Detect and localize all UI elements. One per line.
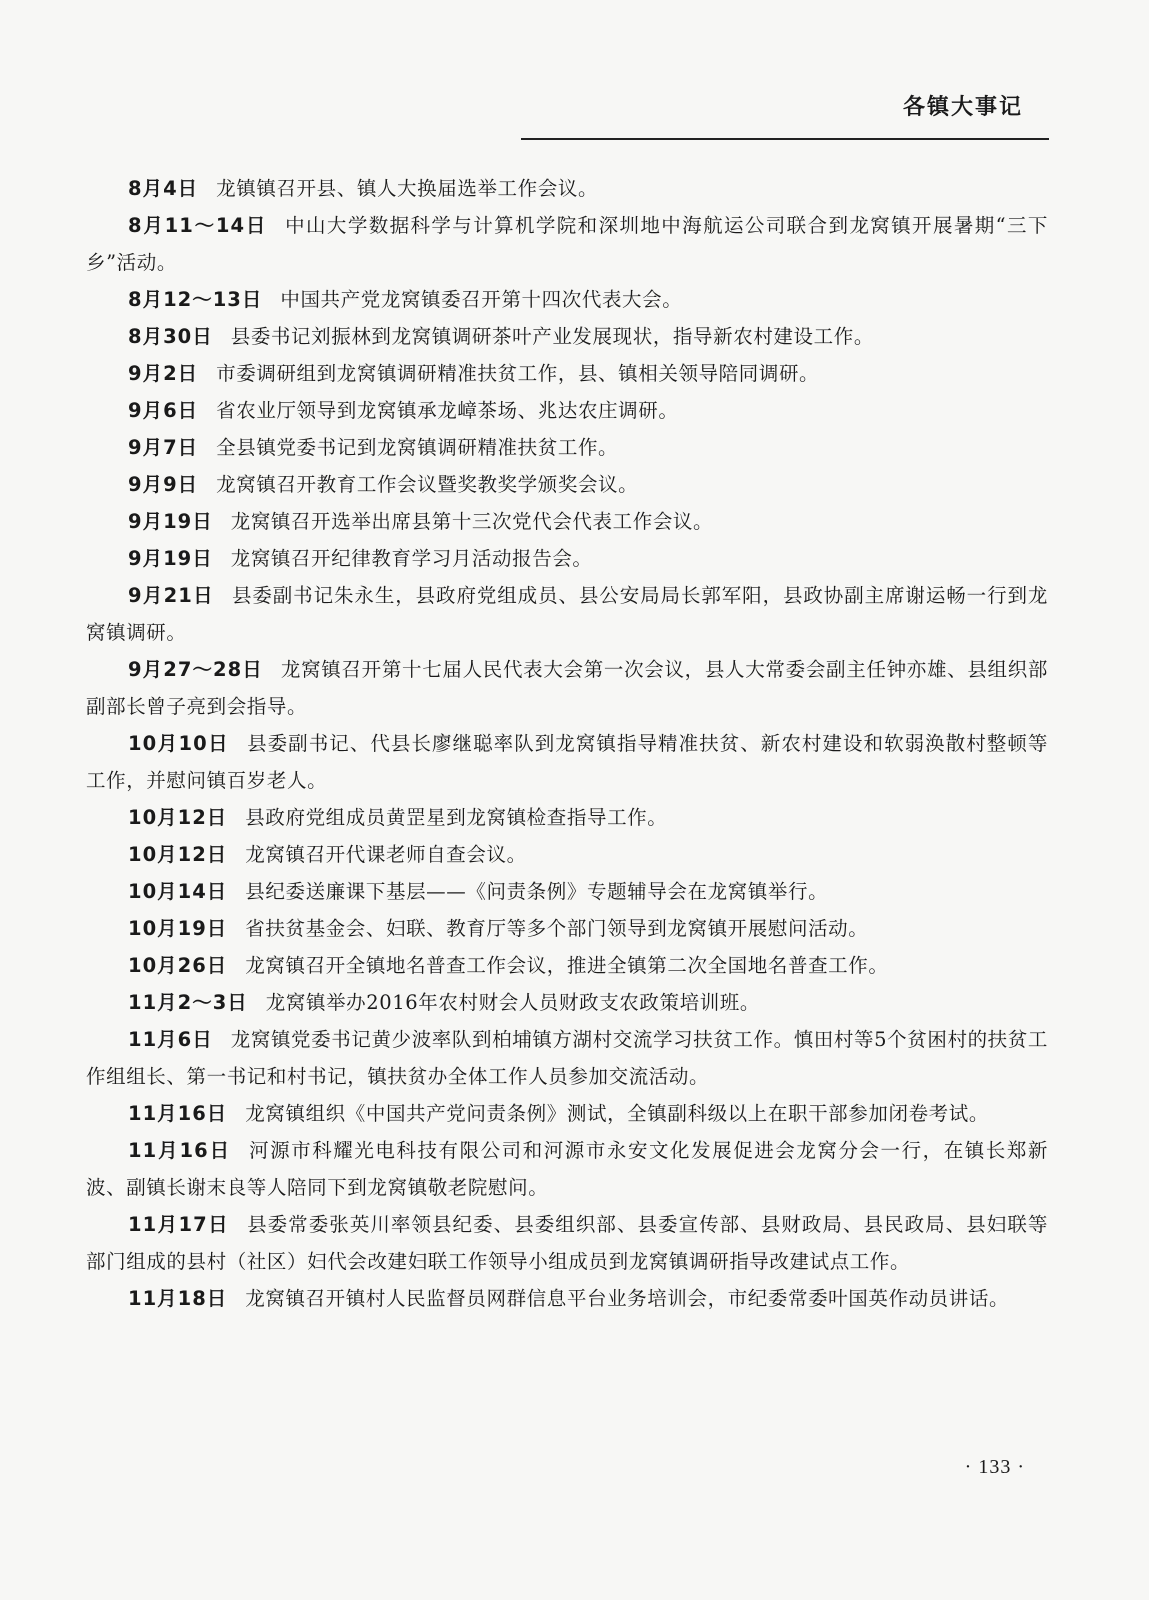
event-date: 10月14日	[128, 880, 228, 903]
event-entry	[86, 207, 1048, 281]
event-date: 11月16日	[128, 1102, 228, 1125]
event-entry	[86, 1206, 1048, 1280]
page-number: · 133 ·	[964, 1456, 1025, 1478]
event-entry	[86, 281, 1048, 318]
event-text: 龙窝镇召开全镇地名普查工作会议，推进全镇第二次全国地名普查工作。	[245, 954, 889, 977]
event-text: 省农业厅领导到龙窝镇承龙嶂茶场、兆达农庄调研。	[216, 399, 679, 422]
event-entry	[86, 910, 1048, 947]
event-date: 10月19日	[128, 917, 228, 940]
event-entry	[86, 540, 1048, 577]
event-text: 县委书记刘振林到龙窝镇调研茶叶产业发展现状，指导新农村建设工作。	[230, 325, 874, 348]
event-date: 11月16日	[128, 1139, 232, 1162]
event-text: 龙窝镇召开第十七届人民代表大会第一次会议，县人大常委会副主任钟亦雄、县组织部副部长曾子亮到会指导。	[86, 658, 1048, 718]
event-entry	[86, 651, 1048, 725]
event-date: 9月7日	[128, 436, 199, 459]
event-text: 龙窝镇召开教育工作会议暨奖教奖学颁奖会议。	[216, 473, 639, 496]
event-date: 9月21日	[128, 584, 214, 607]
event-entry	[86, 170, 1048, 207]
event-text: 市委调研组到龙窝镇调研精准扶贫工作，县、镇相关领导陪同调研。	[216, 362, 820, 385]
event-text: 省扶贫基金会、妇联、教育厅等多个部门领导到龙窝镇开展慰问活动。	[245, 917, 869, 940]
section-title: 各镇大事记	[902, 95, 1023, 120]
event-text: 河源市科耀光电科技有限公司和河源市永安文化发展促进会龙窝分会一行，在镇长郑新波、副镇长谢末良等人陪同下到龙窝镇敬老院慰问。	[86, 1139, 1048, 1199]
event-text: 龙窝镇召开代课老师自查会议。	[245, 843, 527, 866]
event-entry	[86, 873, 1048, 910]
event-text: 县委常委张英川率领县纪委、县委组织部、县委宣传部、县财政局、县民政局、县妇联等部门组成的县村（社区）妇代会改建妇联工作领导小组成员到龙窝镇调研指导改建试点工作。	[86, 1213, 1048, 1273]
event-text: 龙镇镇召开县、镇人大换届选举工作会议。	[216, 177, 599, 200]
event-entry	[86, 577, 1048, 651]
event-date: 11月17日	[128, 1213, 230, 1236]
event-text: 县委副书记、代县长廖继聪率队到龙窝镇指导精准扶贫、新农村建设和软弱涣散村整顿等工作，并慰问镇百岁老人。	[86, 732, 1048, 792]
event-entry	[86, 503, 1048, 540]
event-entry	[86, 1095, 1048, 1132]
event-text: 龙窝镇举办2016年农村财会人员财政支农政策培训班。	[265, 991, 761, 1014]
event-date: 10月12日	[128, 843, 228, 866]
event-text: 县政府党组成员黄罡星到龙窝镇检查指导工作。	[245, 806, 668, 829]
event-text: 县委副书记朱永生，县政府党组成员、县公安局局长郭军阳，县政协副主席谢运畅一行到龙窝镇调研。	[86, 584, 1048, 644]
event-date: 10月26日	[128, 954, 228, 977]
event-text: 中国共产党龙窝镇委召开第十四次代表大会。	[280, 288, 683, 311]
event-date: 11月2～3日	[128, 991, 248, 1014]
event-date: 9月9日	[128, 473, 199, 496]
event-date: 9月27～28日	[128, 658, 263, 681]
event-text: 龙窝镇组织《中国共产党问责条例》测试，全镇副科级以上在职干部参加闭卷考试。	[245, 1102, 989, 1125]
event-date: 8月30日	[128, 325, 213, 348]
event-entry	[86, 429, 1048, 466]
event-entry	[86, 355, 1048, 392]
event-text: 龙窝镇召开纪律教育学习月活动报告会。	[230, 547, 593, 570]
event-date: 11月6日	[128, 1028, 213, 1051]
event-list	[86, 170, 1048, 1540]
event-date: 8月12～13日	[128, 288, 263, 311]
event-text: 县纪委送廉课下基层——《问责条例》专题辅导会在龙窝镇举行。	[245, 880, 829, 903]
event-entry	[86, 799, 1048, 836]
event-text: 全县镇党委书记到龙窝镇调研精准扶贫工作。	[216, 436, 619, 459]
event-entry	[86, 1280, 1048, 1317]
event-date: 11月18日	[128, 1287, 228, 1310]
event-date: 9月6日	[128, 399, 199, 422]
event-entry	[86, 466, 1048, 503]
event-date: 8月11～14日	[128, 214, 268, 237]
event-entry	[86, 1132, 1048, 1206]
event-date: 9月19日	[128, 510, 213, 533]
event-entry	[86, 836, 1048, 873]
event-entry	[86, 725, 1048, 799]
event-entry	[86, 984, 1048, 1021]
event-date: 8月4日	[128, 177, 199, 200]
event-entry	[86, 947, 1048, 984]
event-date: 9月2日	[128, 362, 199, 385]
event-text: 龙窝镇召开镇村人民监督员网群信息平台业务培训会，市纪委常委叶国英作动员讲话。	[245, 1287, 1010, 1310]
event-text: 龙窝镇党委书记黄少波率队到柏埔镇方湖村交流学习扶贫工作。慎田村等5个贫困村的扶贫工作组组长、第一书记和村书记，镇扶贫办全体工作人员参加交流活动。	[86, 1028, 1048, 1088]
event-date: 10月10日	[128, 732, 230, 755]
event-date: 9月19日	[128, 547, 213, 570]
event-text: 龙窝镇召开选举出席县第十三次党代会代表工作会议。	[230, 510, 714, 533]
event-entry	[86, 318, 1048, 355]
event-entry	[86, 1021, 1048, 1095]
header-divider	[521, 138, 1049, 140]
event-date: 10月12日	[128, 806, 228, 829]
event-text: 中山大学数据科学与计算机学院和深圳地中海航运公司联合到龙窝镇开展暑期“三下乡”活动。	[86, 214, 1048, 274]
event-entry	[86, 392, 1048, 429]
